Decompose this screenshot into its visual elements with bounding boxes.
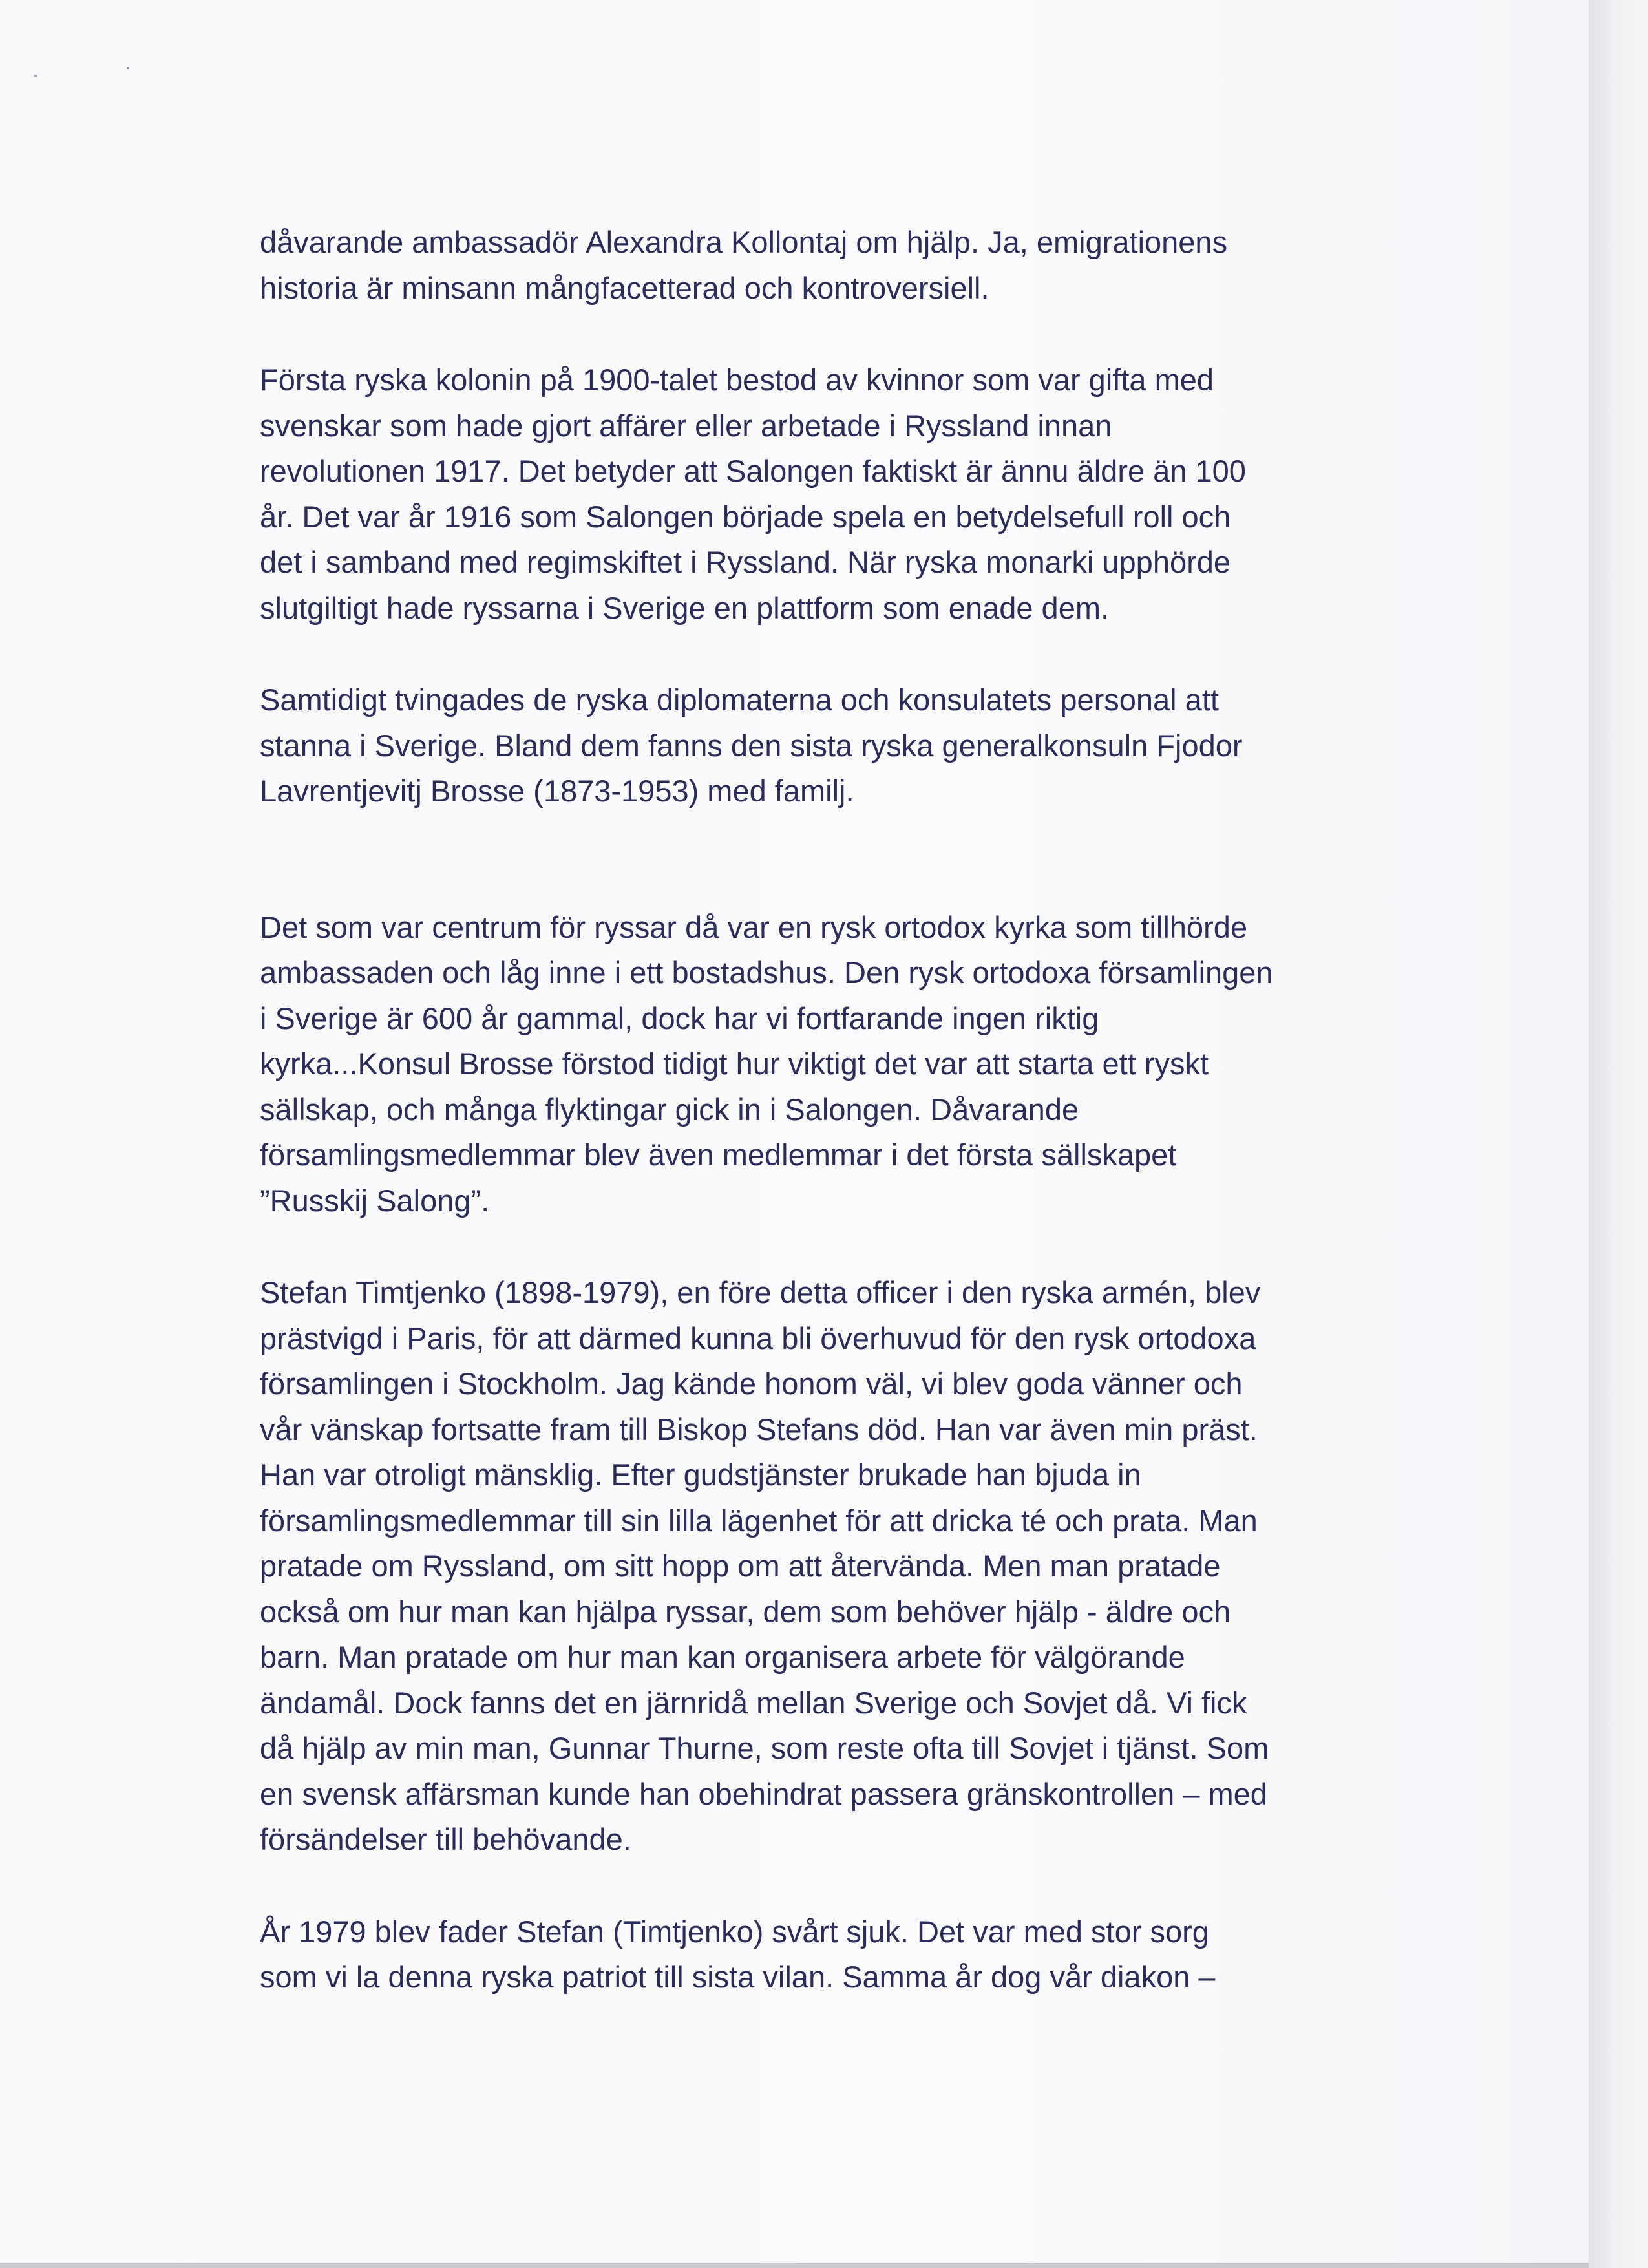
text-line: vår vänskap fortsatte fram till Biskop Stefans död. Han var även min präst. [260, 1412, 1258, 1447]
text-line: församlingsmedlemmar blev även medlemmar i det första sällskapet [260, 1138, 1177, 1172]
text-line: försändelser till behövande. [260, 1822, 631, 1856]
scan-speck [34, 75, 37, 77]
text-line: ändamål. Dock fanns det en järnridå mellan Sverige och Sovjet då. Vi fick [260, 1685, 1247, 1720]
paragraph-5 [260, 1270, 1436, 1863]
text-line: i Sverige är 600 år gammal, dock har vi fortfarande ingen riktig [260, 1001, 1099, 1035]
text-line: som vi la denna ryska patriot till sista vilan. Samma år dog vår diakon – [260, 1960, 1216, 1994]
scan-speck [127, 67, 129, 69]
text-line: det i samband med regimskiftet i Ryssland. När ryska monarki upphörde [260, 545, 1231, 579]
text-line: dåvarande ambassadör Alexandra Kollontaj om hjälp. Ja, emigrationens [260, 225, 1228, 259]
text-line: sällskap, och många flyktingar gick in i Salongen. Dåvarande [260, 1092, 1079, 1127]
text-line: pratade om Ryssland, om sitt hopp om att återvända. Men man pratade [260, 1549, 1221, 1583]
paragraph-3 [260, 677, 1436, 814]
paragraph-1 [260, 220, 1436, 311]
text-line: en svensk affärsman kunde han obehindrat passera gränskontrollen – med [260, 1776, 1267, 1811]
text-line: församlingsmedlemmar till sin lilla lägenhet för att dricka té och prata. Man [260, 1503, 1258, 1538]
text-line: historia är minsann mångfacetterad och kontroversiell. [260, 270, 989, 305]
text-line: Stefan Timtjenko (1898-1979), en före detta officer i den ryska armén, blev [260, 1275, 1261, 1309]
paragraph-2 [260, 357, 1436, 631]
paragraph-6 [260, 1909, 1436, 2000]
text-line: barn. Man pratade om hur man kan organisera arbete för välgörande [260, 1640, 1185, 1674]
paragraph-4 [260, 905, 1436, 1224]
text-line: svenskar som hade gjort affärer eller arbetade i Ryssland innan [260, 408, 1112, 443]
text-line: revolutionen 1917. Det betyder att Salongen faktiskt är ännu äldre än 100 [260, 454, 1246, 488]
text-line: År 1979 blev fader Stefan (Timtjenko) svårt sjuk. Det var med stor sorg [260, 1914, 1209, 1949]
text-line: församlingen i Stockholm. Jag kände honom väl, vi blev goda vänner och [260, 1366, 1243, 1401]
text-line: år. Det var år 1916 som Salongen började spela en betydelsefull roll och [260, 499, 1231, 534]
text-line: stanna i Sverige. Bland dem fanns den sista ryska generalkonsuln Fjodor [260, 728, 1243, 763]
body-text [260, 220, 1436, 2047]
text-line: också om hur man kan hjälpa ryssar, dem som behöver hjälp - äldre och [260, 1594, 1231, 1629]
text-line: Första ryska kolonin på 1900-talet bestod av kvinnor som var gifta med [260, 363, 1214, 397]
text-line: Samtidigt tvingades de ryska diplomaterna och konsulatets personal att [260, 683, 1219, 717]
text-line: slutgiltigt hade ryssarna i Sverige en plattform som enade dem. [260, 590, 1110, 625]
text-line: då hjälp av min man, Gunnar Thurne, som reste ofta till Sovjet i tjänst. Som [260, 1731, 1269, 1765]
text-line: Lavrentjevitj Brosse (1873-1953) med familj. [260, 774, 854, 808]
text-line: ”Russkij Salong”. [260, 1183, 490, 1218]
text-line: ambassaden och låg inne i ett bostadshus. Den rysk ortodoxa församlingen [260, 955, 1273, 990]
text-line: Han var otroligt mänsklig. Efter gudstjänster brukade han bjuda in [260, 1457, 1141, 1492]
text-line: prästvigd i Paris, för att därmed kunna bli överhuvud för den rysk ortodoxa [260, 1320, 1256, 1355]
text-line: kyrka...Konsul Brosse förstod tidigt hur viktigt det var att starta ett ryskt [260, 1046, 1209, 1081]
page-edge-shadow [1589, 0, 1648, 2268]
page-bottom-edge [0, 2263, 1589, 2268]
text-line: Det som var centrum för ryssar då var en rysk ortodox kyrka som tillhörde [260, 909, 1247, 944]
